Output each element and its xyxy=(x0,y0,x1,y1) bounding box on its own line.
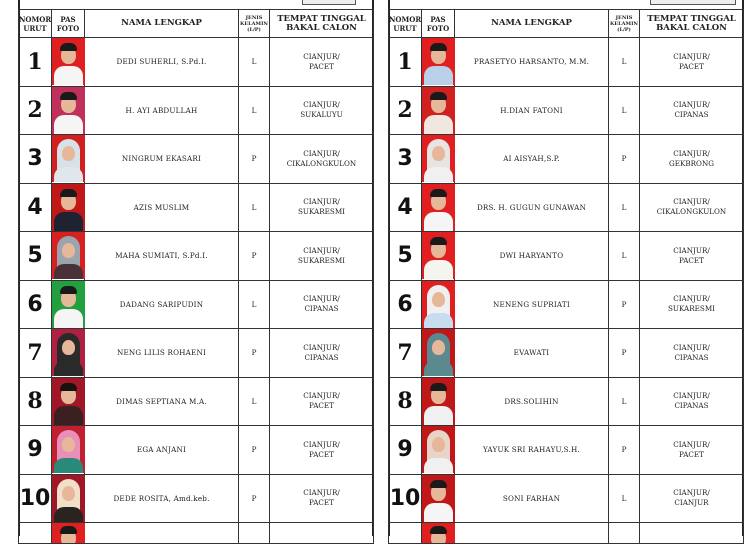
candidate-row xyxy=(19,232,374,281)
candidate-photo xyxy=(52,87,85,134)
candidate-photo xyxy=(422,87,455,134)
residence-regency: CIANJUR/ xyxy=(673,342,710,352)
face-shape xyxy=(62,437,75,452)
attire-shape xyxy=(54,167,83,182)
hair-shape xyxy=(430,237,447,245)
hair-shape xyxy=(430,526,447,534)
candidate-photo-cell xyxy=(422,426,455,475)
candidate-number: 10 xyxy=(19,474,52,523)
candidate-number: 2 xyxy=(19,86,52,135)
residence-district: SUKARESMI xyxy=(297,255,346,265)
residence-regency: CIANJUR/ xyxy=(303,51,340,61)
residence-regency: CIANJUR/ xyxy=(303,342,340,352)
residence-district: CIKALONGKULON xyxy=(656,207,727,217)
attire-shape xyxy=(424,458,453,473)
candidate-sex: L xyxy=(609,232,640,281)
residence-regency: CIANJUR/ xyxy=(303,148,340,158)
residence-regency: CIANJUR/ xyxy=(303,245,340,255)
attire-shape xyxy=(54,458,83,473)
candidate-residence xyxy=(270,377,374,426)
candidate-residence xyxy=(270,474,374,523)
partial-candidate-row xyxy=(19,523,374,544)
candidate-sex: P xyxy=(239,232,270,281)
candidate-number: 1 xyxy=(19,38,52,87)
header-pas-foto: PAS FOTO xyxy=(422,10,455,38)
candidate-row xyxy=(389,474,744,523)
candidate-row xyxy=(389,183,744,232)
candidate-photo xyxy=(52,329,85,376)
top-box xyxy=(302,0,356,5)
top-box xyxy=(650,0,736,5)
candidate-photo-cell xyxy=(52,426,85,475)
attire-shape xyxy=(424,115,453,134)
candidate-residence xyxy=(640,183,744,232)
residence-regency: CIANJUR/ xyxy=(673,488,710,498)
candidate-sex: L xyxy=(239,38,270,87)
candidate-photo xyxy=(52,281,85,328)
candidate-row xyxy=(19,426,374,475)
candidate-photo xyxy=(422,475,455,522)
residence-regency: CIANJUR/ xyxy=(673,391,710,401)
candidate-photo xyxy=(422,426,455,473)
residence-regency: CIANJUR/ xyxy=(303,391,340,401)
residence-district: PACET xyxy=(679,61,704,71)
attire-shape xyxy=(424,167,453,182)
residence-regency: CIANJUR/ xyxy=(303,294,340,304)
header-nama-lengkap: NAMA LENGKAP xyxy=(455,10,609,38)
candidate-residence xyxy=(270,38,374,87)
candidate-photo xyxy=(52,523,85,543)
candidate-table-left xyxy=(18,9,374,544)
header-nama-lengkap: NAMA LENGKAP xyxy=(85,10,239,38)
empty-cell xyxy=(270,523,374,544)
candidate-name: DEDI SUHERLI, S.Pd.I. xyxy=(85,38,239,87)
candidate-name: NENG LILIS ROHAENI xyxy=(85,329,239,378)
candidate-residence xyxy=(640,86,744,135)
candidate-number: 7 xyxy=(389,329,422,378)
hair-shape xyxy=(60,43,77,51)
candidate-residence xyxy=(270,329,374,378)
candidate-row xyxy=(19,377,374,426)
residence-district: CIANJUR xyxy=(674,498,709,508)
candidate-residence xyxy=(270,86,374,135)
candidate-number: 6 xyxy=(19,280,52,329)
residence-district: CIPANAS xyxy=(304,304,339,314)
residence-regency: CIANJUR/ xyxy=(673,100,710,110)
candidate-photo xyxy=(52,426,85,473)
residence-district: PACET xyxy=(309,61,334,71)
hair-shape xyxy=(60,92,77,100)
candidate-name: DRS.SOLIHIN xyxy=(455,377,609,426)
candidate-sex: P xyxy=(239,135,270,184)
face-shape xyxy=(62,243,75,258)
attire-shape xyxy=(424,313,453,328)
candidate-residence xyxy=(270,426,374,475)
attire-shape xyxy=(424,212,453,231)
candidate-number: 6 xyxy=(389,280,422,329)
candidate-sex: L xyxy=(609,86,640,135)
candidate-photo xyxy=(422,378,455,425)
candidate-sex: L xyxy=(239,280,270,329)
candidate-photo-cell xyxy=(422,38,455,87)
candidate-name: AZIS MUSLIM xyxy=(85,183,239,232)
candidate-sex: L xyxy=(609,183,640,232)
empty-cell xyxy=(19,523,52,544)
residence-regency: CIANJUR/ xyxy=(303,439,340,449)
candidate-number: 4 xyxy=(389,183,422,232)
face-shape xyxy=(432,340,445,355)
candidate-row xyxy=(19,329,374,378)
residence-district: SUKALUYU xyxy=(300,110,343,120)
attire-shape xyxy=(424,361,453,376)
header-jenis-kelamin: JENIS KELAMIN (L/P) xyxy=(609,10,640,38)
candidate-residence xyxy=(270,135,374,184)
residence-district: PACET xyxy=(679,255,704,265)
attire-shape xyxy=(424,503,453,522)
table-body xyxy=(19,38,374,544)
candidate-row xyxy=(389,38,744,87)
hair-shape xyxy=(430,480,447,488)
residence-district: GEKBRONG xyxy=(669,158,714,168)
header-row xyxy=(389,10,744,38)
residence-district: CIPANAS xyxy=(304,352,339,362)
candidate-residence xyxy=(640,426,744,475)
candidate-number: 2 xyxy=(389,86,422,135)
candidate-number: 8 xyxy=(19,377,52,426)
residence-district: CIPANAS xyxy=(674,110,709,120)
candidate-photo-cell xyxy=(422,523,455,544)
candidate-row xyxy=(19,135,374,184)
candidate-number: 4 xyxy=(19,183,52,232)
attire-shape xyxy=(54,361,83,376)
candidate-number: 7 xyxy=(19,329,52,378)
candidate-sex: P xyxy=(609,280,640,329)
candidate-number: 5 xyxy=(19,232,52,281)
candidate-photo xyxy=(52,378,85,425)
residence-district: PACET xyxy=(679,449,704,459)
candidate-name: DADANG SARIPUDIN xyxy=(85,280,239,329)
candidate-photo-cell xyxy=(52,329,85,378)
hair-shape xyxy=(60,189,77,197)
candidate-residence xyxy=(270,232,374,281)
candidate-photo xyxy=(422,523,455,543)
header-tempat-tinggal: TEMPAT TINGGAL BAKAL CALON xyxy=(640,10,744,38)
candidate-sex: L xyxy=(239,377,270,426)
table-body xyxy=(389,38,744,544)
hair-shape xyxy=(60,526,77,534)
attire-shape xyxy=(424,406,453,425)
residence-district: PACET xyxy=(309,498,334,508)
attire-shape xyxy=(54,66,83,85)
candidate-number: 9 xyxy=(389,426,422,475)
candidate-photo-cell xyxy=(52,474,85,523)
candidate-photo-cell xyxy=(422,86,455,135)
hair-shape xyxy=(430,189,447,197)
candidate-photo-cell xyxy=(52,38,85,87)
candidate-photo-cell xyxy=(52,232,85,281)
candidate-row xyxy=(389,232,744,281)
residence-regency: CIANJUR/ xyxy=(303,197,340,207)
candidate-photo xyxy=(52,475,85,522)
candidate-name: AI AISYAH,S.P. xyxy=(455,135,609,184)
candidate-residence xyxy=(640,329,744,378)
candidate-number: 8 xyxy=(389,377,422,426)
candidate-photo xyxy=(422,281,455,328)
residence-district: SUKARESMI xyxy=(667,304,716,314)
header-row xyxy=(19,10,374,38)
candidate-residence xyxy=(640,474,744,523)
face-shape xyxy=(432,146,445,161)
candidate-photo xyxy=(422,329,455,376)
candidate-photo-cell xyxy=(52,86,85,135)
candidate-photo xyxy=(52,135,85,182)
empty-cell xyxy=(85,523,239,544)
candidate-name: NINGRUM EKASARI xyxy=(85,135,239,184)
candidate-photo-cell xyxy=(422,183,455,232)
candidate-residence xyxy=(640,38,744,87)
candidate-name: MAHA SUMIATI, S.Pd.I. xyxy=(85,232,239,281)
residence-district: CIPANAS xyxy=(674,401,709,411)
left-candidate-table-panel xyxy=(18,0,374,536)
candidate-row xyxy=(19,86,374,135)
candidate-name: PRASETYO HARSANTO, M.M. xyxy=(455,38,609,87)
candidate-name: YAYUK SRI RAHAYU,S.H. xyxy=(455,426,609,475)
candidate-row xyxy=(389,426,744,475)
candidate-row xyxy=(389,86,744,135)
attire-shape xyxy=(54,115,83,134)
candidate-sex: P xyxy=(609,426,640,475)
candidate-name: NENENG SUPRIATI xyxy=(455,280,609,329)
attire-shape xyxy=(54,406,83,425)
candidate-residence xyxy=(640,377,744,426)
empty-cell xyxy=(640,523,744,544)
candidate-name: DEDE ROSITA, Amd.keb. xyxy=(85,474,239,523)
candidate-residence xyxy=(640,232,744,281)
partial-candidate-row xyxy=(389,523,744,544)
candidate-table-right xyxy=(388,9,744,544)
header-jenis-kelamin: JENIS KELAMIN (L/P) xyxy=(239,10,270,38)
empty-cell xyxy=(609,523,640,544)
candidate-name: H.DIAN FATONI xyxy=(455,86,609,135)
candidate-photo-cell xyxy=(52,280,85,329)
candidate-photo-cell xyxy=(422,232,455,281)
candidate-sex: L xyxy=(239,86,270,135)
attire-shape xyxy=(54,507,83,522)
attire-shape xyxy=(424,260,453,279)
residence-district: PACET xyxy=(309,401,334,411)
candidate-number: 1 xyxy=(389,38,422,87)
candidate-residence xyxy=(270,280,374,329)
residence-district: PACET xyxy=(309,449,334,459)
face-shape xyxy=(432,292,445,307)
candidate-residence xyxy=(270,183,374,232)
candidate-sex: L xyxy=(609,474,640,523)
candidate-photo-cell xyxy=(52,135,85,184)
candidate-sex: P xyxy=(239,426,270,475)
empty-cell xyxy=(455,523,609,544)
header-nomor-urut: NOMOR URUT xyxy=(389,10,422,38)
candidate-name: EVAWATI xyxy=(455,329,609,378)
candidate-number: 9 xyxy=(19,426,52,475)
candidate-row xyxy=(19,183,374,232)
candidate-photo xyxy=(422,38,455,85)
candidate-photo xyxy=(52,38,85,85)
candidate-name: DWI HARYANTO xyxy=(455,232,609,281)
candidate-sex: L xyxy=(239,183,270,232)
candidate-photo-cell xyxy=(52,523,85,544)
residence-regency: CIANJUR/ xyxy=(303,488,340,498)
candidate-number: 3 xyxy=(389,135,422,184)
residence-regency: CIANJUR/ xyxy=(673,51,710,61)
candidate-number: 5 xyxy=(389,232,422,281)
hair-shape xyxy=(430,92,447,100)
candidate-photo-cell xyxy=(422,377,455,426)
candidate-photo xyxy=(422,135,455,182)
candidate-residence xyxy=(640,135,744,184)
candidate-row xyxy=(389,377,744,426)
residence-district: SUKARESMI xyxy=(297,207,346,217)
candidate-name: DRS. H. GUGUN GUNAWAN xyxy=(455,183,609,232)
residence-regency: CIANJUR/ xyxy=(673,245,710,255)
candidate-photo-cell xyxy=(422,474,455,523)
hair-shape xyxy=(430,43,447,51)
header-nomor-urut: NOMOR URUT xyxy=(19,10,52,38)
face-shape xyxy=(432,437,445,452)
candidate-row xyxy=(389,280,744,329)
empty-cell xyxy=(239,523,270,544)
hair-shape xyxy=(60,383,77,391)
face-shape xyxy=(62,146,75,161)
residence-regency: CIANJUR/ xyxy=(673,294,710,304)
right-candidate-table-panel xyxy=(388,0,744,536)
candidate-sex: L xyxy=(609,38,640,87)
candidate-sex: P xyxy=(609,329,640,378)
candidate-photo xyxy=(52,184,85,231)
candidate-number: 3 xyxy=(19,135,52,184)
header-tempat-tinggal: TEMPAT TINGGAL BAKAL CALON xyxy=(270,10,374,38)
header-pas-foto: PAS FOTO xyxy=(52,10,85,38)
candidate-photo-cell xyxy=(52,377,85,426)
candidate-number: 10 xyxy=(389,474,422,523)
candidate-row xyxy=(389,329,744,378)
candidate-residence xyxy=(640,280,744,329)
candidate-photo-cell xyxy=(52,183,85,232)
residence-district: CIPANAS xyxy=(674,352,709,362)
hair-shape xyxy=(430,383,447,391)
hair-shape xyxy=(60,286,77,294)
candidate-photo-cell xyxy=(422,135,455,184)
candidate-row xyxy=(19,474,374,523)
candidate-name: EGA ANJANI xyxy=(85,426,239,475)
residence-regency: CIANJUR/ xyxy=(303,100,340,110)
candidate-row xyxy=(19,280,374,329)
empty-cell xyxy=(389,523,422,544)
candidate-photo xyxy=(422,184,455,231)
residence-regency: CIANJUR/ xyxy=(673,197,710,207)
attire-shape xyxy=(424,66,453,85)
residence-regency: CIANJUR/ xyxy=(673,148,710,158)
face-shape xyxy=(62,340,75,355)
candidate-name: DIMAS SEPTIANA M.A. xyxy=(85,377,239,426)
candidate-photo xyxy=(422,232,455,279)
candidate-photo-cell xyxy=(422,280,455,329)
candidate-sex: P xyxy=(609,135,640,184)
candidate-name: SONI FARHAN xyxy=(455,474,609,523)
attire-shape xyxy=(54,309,83,328)
residence-district: CIKALONGKULON xyxy=(286,158,357,168)
candidate-sex: P xyxy=(239,474,270,523)
candidate-row xyxy=(19,38,374,87)
candidate-sex: L xyxy=(609,377,640,426)
candidate-row xyxy=(389,135,744,184)
face-shape xyxy=(62,486,75,501)
candidate-photo xyxy=(52,232,85,279)
residence-regency: CIANJUR/ xyxy=(673,439,710,449)
candidate-sex: P xyxy=(239,329,270,378)
candidate-name: H. AYI ABDULLAH xyxy=(85,86,239,135)
attire-shape xyxy=(54,212,83,231)
attire-shape xyxy=(54,264,83,279)
candidate-photo-cell xyxy=(422,329,455,378)
